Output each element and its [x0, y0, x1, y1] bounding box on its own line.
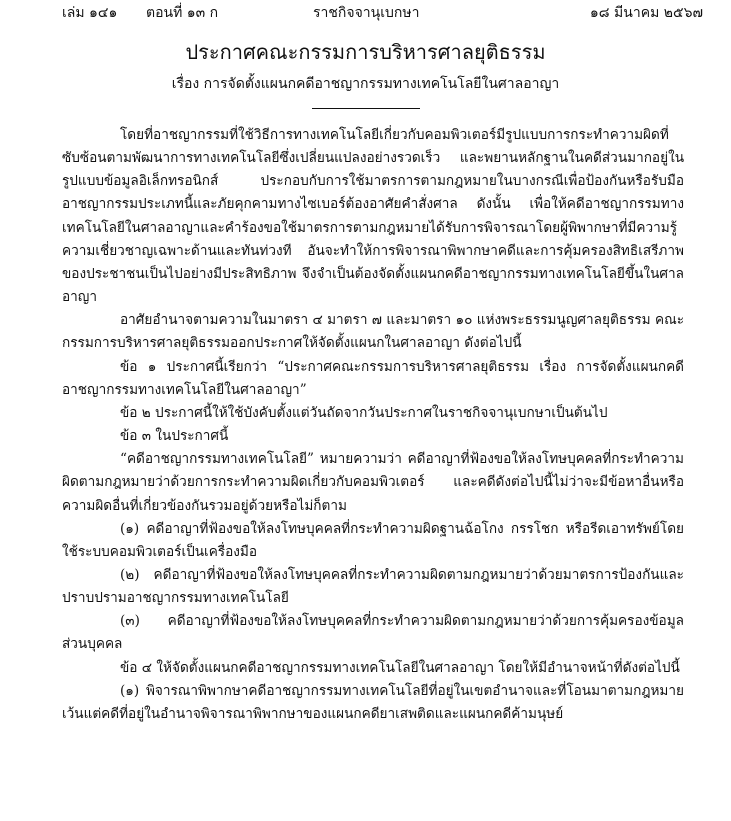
definition-item-2: (๒) คดีอาญาที่ฟ้องขอให้ลงโทษบุคคลที่กระทำความผิดตามกฎหมายว่าด้วยมาตรการป้องกันและปราบปรามอาชญากรรมทางเทคโนโลยี	[62, 566, 684, 607]
preamble-paragraph: โดยที่อาชญากรรมที่ใช้วิธีการทางเทคโนโลยีเกี่ยวกับคอมพิวเตอร์มีรูปแบบการกระทำความผิดที่ซับซ้อนตามพัฒนาการทางเทคโนโลยีซึ่งเปลี่ยนแปลงอย่างรวดเร็ว และพยานหลักฐานในคดีส่วนมากอยู่ในรูปแบบข้อมูลอิเล็กทรอนิกส์ ประกอบกับการใช้มาตรการตามกฎหมายในบางกรณีเพื่อป้องกันหรือรับมืออาชญากรรมประเภทนี้และภัยคุกคามทางไซเบอร์ต้องอาศัยคำสั่งศาล ดังนั้น เพื่อให้คดีอาชญากรรมทางเทคโนโลยีในศาลอาญาและคำร้องขอใช้มาตรการตามกฎหมายได้รับการพิจารณาโดยผู้พิพากษาที่มีความรู้ความเชี่ยวชาญเฉพาะด้านและทันท่วงที อันจะทำให้การพิจารณาพิพากษาคดีและการคุ้มครองสิทธิเสรีภาพของประชาชนเป็นไปอย่างมีประสิทธิภาพ จึงจำเป็นต้องจัดตั้งแผนกคดีอาชญากรรมทางเทคโนโลยีขึ้นในศาลอาญา	[62, 127, 684, 306]
definition-paragraph: “คดีอาชญากรรมทางเทคโนโลยี” หมายความว่า คดีอาญาที่ฟ้องขอให้ลงโทษบุคคลที่กระทำความผิดตามกฎหมายว่าด้วยการกระทำความผิดเกี่ยวกับคอมพิวเตอร์ และคดีดังต่อไปนี้ไม่ว่าจะมีข้อหาอื่นหรือความผิดอื่นที่เกี่ยวข้องกันรวมอยู่ด้วยหรือไม่ก็ตาม	[62, 451, 684, 514]
publication-name: ราชกิจจานุเบกษา	[313, 5, 420, 21]
announcement-title: ประกาศคณะกรรมการบริหารศาลยุติธรรม	[185, 40, 546, 64]
authority-paragraph: อาศัยอำนาจตามความในมาตรา ๔ มาตรา ๗ และมาตรา ๑๐ แห่งพระธรรมนูญศาลยุติธรรม คณะกรรมการบริหารศาลยุติธรรมออกประกาศให้จัดตั้งแผนกในศาลอาญา ดังต่อไปนี้	[62, 312, 684, 352]
clause-3: ข้อ ๓ ในประกาศนี้	[120, 428, 229, 445]
clause-4-item-1: (๑) พิจารณาพิพากษาคดีอาชญากรรมทางเทคโนโลยีที่อยู่ในเขตอำนาจและที่โอนมาตามกฎหมายเว้นแต่คดีที่อยู่ในอำนาจพิจารณาพิพากษาของแผนกคดียาเสพติดและแผนกคดีค้ามนุษย์	[62, 682, 684, 722]
clause-4: ข้อ ๔ ให้จัดตั้งแผนกคดีอาชญากรรมทางเทคโนโลยีในศาลอาญา โดยให้มีอำนาจหน้าที่ดังต่อไปนี้	[120, 659, 680, 676]
clause-2: ข้อ ๒ ประกาศนี้ให้ใช้บังคับตั้งแต่วันถัดจากวันประกาศในราชกิจจานุเบกษาเป็นต้นไป	[120, 404, 608, 421]
gazette-header	[62, 2, 703, 24]
clause-1: ข้อ ๑ ประกาศนี้เรียกว่า “ประกาศคณะกรรมการบริหารศาลยุติธรรม เรื่อง การจัดตั้งแผนกคดีอาชญากรรมทางเทคโนโลยีในศาลอาญา”	[62, 358, 684, 398]
part-number: ตอนที่ ๑๓ ก	[146, 5, 219, 21]
publication-date: ๑๘ มีนาคม ๒๕๖๗	[589, 5, 703, 21]
announcement-body	[62, 124, 684, 726]
definition-item-3: (๓) คดีอาญาที่ฟ้องขอให้ลงโทษบุคคลที่กระทำความผิดตามกฎหมายว่าด้วยการคุ้มครองข้อมูลส่วนบุคคล	[62, 613, 684, 653]
title-divider	[312, 108, 420, 109]
definition-item-1: (๑) คดีอาญาที่ฟ้องขอให้ลงโทษบุคคลที่กระทำความผิดฐานฉ้อโกง กรรโชก หรือรีดเอาทรัพย์โดยใช้ระบบคอมพิวเตอร์เป็นเครื่องมือ	[62, 520, 684, 560]
announcement-subject: เรื่อง การจัดตั้งแผนกคดีอาชญากรรมทางเทคโนโลยีในศาลอาญา	[171, 76, 560, 92]
volume-number: เล่ม ๑๔๑	[62, 5, 118, 21]
